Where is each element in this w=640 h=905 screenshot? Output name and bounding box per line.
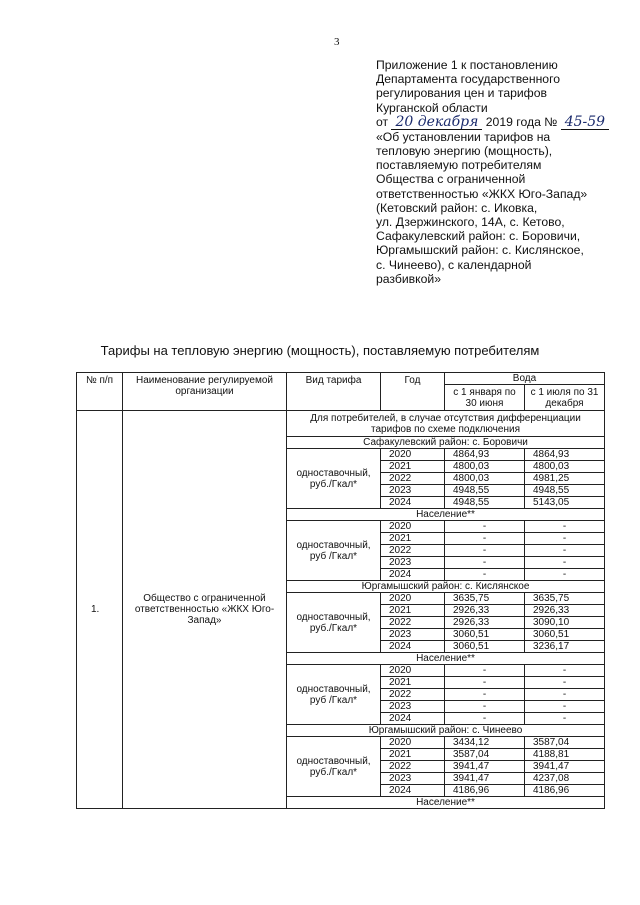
tariff-h1: 4948,55	[445, 485, 525, 497]
row-number: 1.	[77, 411, 123, 809]
tariff-h1: 4800,03	[445, 473, 525, 485]
tariff-h1: 2926,33	[445, 617, 525, 629]
tariff-h1: 4800,03	[445, 461, 525, 473]
appendix-subject-line: с. Чинеево), с календарной	[376, 257, 532, 272]
appendix-line: Департамента государственного	[376, 72, 561, 87]
tariff-h1-empty: -	[445, 701, 525, 713]
tariff-h2-empty: -	[525, 521, 605, 533]
year-cell: 2021	[381, 605, 445, 617]
header-num: № п/п	[77, 373, 123, 411]
population-label: Население**	[287, 509, 605, 521]
header-water: Вода	[445, 373, 605, 385]
tariff-type: одноставочный, руб./Гкал*	[287, 593, 381, 653]
appendix-line: регулирования цен и тарифов	[376, 86, 547, 101]
page-number: 3	[334, 36, 340, 48]
date-prefix: от	[376, 114, 389, 129]
tariff-h1-empty: -	[445, 713, 525, 725]
tariff-h1: 3060,51	[445, 641, 525, 653]
header-year: Год	[381, 373, 445, 411]
tariff-h2: 4188,81	[525, 749, 605, 761]
tariff-h2: 3587,04	[525, 737, 605, 749]
tariff-h2: 4237,08	[525, 773, 605, 785]
year-cell: 2020	[381, 665, 445, 677]
tariff-h2: 4864,93	[525, 449, 605, 461]
appendix-line: Курганской области	[376, 100, 488, 115]
tariff-h1: 3587,04	[445, 749, 525, 761]
year-cell: 2024	[381, 785, 445, 797]
tariff-h1-empty: -	[445, 557, 525, 569]
tariff-h1: 3941,47	[445, 773, 525, 785]
year-cell: 2020	[381, 449, 445, 461]
header-type: Вид тарифа	[287, 373, 381, 411]
tariff-h2-empty: -	[525, 569, 605, 581]
appendix-subject-line: (Кетовский район: с. Иковка,	[376, 200, 538, 215]
appendix-date-line	[376, 115, 632, 130]
tariff-h1-empty: -	[445, 689, 525, 701]
handwritten-date: 20 декабря	[391, 116, 482, 130]
table-title: Тарифы на тепловую энергию (мощность), поставляемую потребителям	[100, 343, 540, 358]
tariff-h2-empty: -	[525, 665, 605, 677]
tariff-h1-empty: -	[445, 677, 525, 689]
year-cell: 2022	[381, 617, 445, 629]
tariff-h2: 5143,05	[525, 497, 605, 509]
year-cell: 2023	[381, 485, 445, 497]
tariff-h1: 3060,51	[445, 629, 525, 641]
tariff-h2: 4186,96	[525, 785, 605, 797]
year-cell: 2021	[381, 749, 445, 761]
tariff-h1-empty: -	[445, 521, 525, 533]
population-label: Население**	[287, 653, 605, 665]
year-cell: 2022	[381, 473, 445, 485]
appendix-subject-line: Юргамышский район: с. Кислянское,	[376, 243, 584, 258]
year-cell: 2023	[381, 773, 445, 785]
table-row	[77, 411, 605, 437]
district-name: Юргамышский район: с. Кислянское	[287, 581, 605, 593]
population-label: Население**	[287, 797, 605, 809]
tariff-h2: 3941,47	[525, 761, 605, 773]
tariff-type-population: одноставочный, руб /Гкал*	[287, 665, 381, 725]
header-half1: с 1 января по 30 июня	[445, 385, 525, 411]
tariff-h2: 4800,03	[525, 461, 605, 473]
tariff-h1-empty: -	[445, 545, 525, 557]
year-cell: 2021	[381, 461, 445, 473]
year-cell: 2020	[381, 521, 445, 533]
tariff-type-population: одноставочный, руб /Гкал*	[287, 521, 381, 581]
year-cell: 2021	[381, 677, 445, 689]
handwritten-number: 45-59	[561, 116, 609, 130]
year-cell: 2021	[381, 533, 445, 545]
district-name: Сафакулевский район: с. Боровичи	[287, 437, 605, 449]
organization-name: Общество с ограниченной ответственностью «ЖКХ Юго-Запад»	[123, 411, 287, 809]
year-cell: 2023	[381, 701, 445, 713]
appendix-subject-line: поставляемую потребителям	[376, 158, 542, 173]
tariff-h2-empty: -	[525, 557, 605, 569]
year-cell: 2020	[381, 737, 445, 749]
appendix-subject-line: разбивкой»	[376, 271, 441, 286]
tariff-h1: 3941,47	[445, 761, 525, 773]
tariff-h2-empty: -	[525, 689, 605, 701]
tariff-h2: 4981,25	[525, 473, 605, 485]
tariff-h1: 3434,12	[445, 737, 525, 749]
appendix-subject-line: «Об установлении тарифов на	[376, 129, 551, 144]
district-name: Юргамышский район: с. Чинеево	[287, 725, 605, 737]
tariff-h1: 4186,96	[445, 785, 525, 797]
tariff-h1-empty: -	[445, 665, 525, 677]
table-header-row	[77, 373, 605, 385]
appendix-block	[376, 58, 632, 286]
tariff-h2-empty: -	[525, 533, 605, 545]
tariff-h1: 3635,75	[445, 593, 525, 605]
appendix-line: Приложение 1 к постановлению	[376, 58, 558, 72]
tariff-h1: 4864,93	[445, 449, 525, 461]
year-cell: 2022	[381, 689, 445, 701]
year-cell: 2023	[381, 557, 445, 569]
year-cell: 2022	[381, 761, 445, 773]
tariff-h1-empty: -	[445, 569, 525, 581]
tariff-h2: 3635,75	[525, 593, 605, 605]
appendix-subject-line: тепловую энергию (мощность),	[376, 144, 553, 159]
consumers-note: Для потребителей, в случае отсутствия дифференциации тарифов по схеме подключения	[287, 411, 605, 437]
tariff-h2: 3060,51	[525, 629, 605, 641]
year-cell: 2024	[381, 497, 445, 509]
header-half2: с 1 июля по 31 декабря	[525, 385, 605, 411]
tariff-h2-empty: -	[525, 677, 605, 689]
tariff-h2-empty: -	[525, 713, 605, 725]
year-cell: 2020	[381, 593, 445, 605]
year-cell: 2024	[381, 713, 445, 725]
tariffs-table	[76, 372, 605, 809]
date-middle: 2019 года №	[485, 114, 558, 129]
tariff-type: одноставочный, руб./Гкал*	[287, 737, 381, 797]
year-cell: 2024	[381, 569, 445, 581]
tariff-h2: 3090,10	[525, 617, 605, 629]
tariff-h2-empty: -	[525, 701, 605, 713]
tariff-h2-empty: -	[525, 545, 605, 557]
appendix-subject-line: ул. Дзержинского, 14А, с. Кетово,	[376, 215, 565, 230]
tariff-type: одноставочный, руб./Гкал*	[287, 449, 381, 509]
tariff-h1: 4948,55	[445, 497, 525, 509]
tariff-h1: 2926,33	[445, 605, 525, 617]
year-cell: 2024	[381, 641, 445, 653]
year-cell: 2023	[381, 629, 445, 641]
tariff-h2: 3236,17	[525, 641, 605, 653]
year-cell: 2022	[381, 545, 445, 557]
tariff-h2: 4948,55	[525, 485, 605, 497]
tariff-h1-empty: -	[445, 533, 525, 545]
header-org: Наименование регулируемой организации	[123, 373, 287, 411]
tariff-h2: 2926,33	[525, 605, 605, 617]
appendix-subject-line: Сафакулевский район: с. Боровичи,	[376, 229, 581, 244]
appendix-subject-line: ответственностью «ЖКХ Юго-Запад»	[376, 186, 588, 201]
appendix-subject-line: Общества с ограниченной	[376, 172, 526, 187]
